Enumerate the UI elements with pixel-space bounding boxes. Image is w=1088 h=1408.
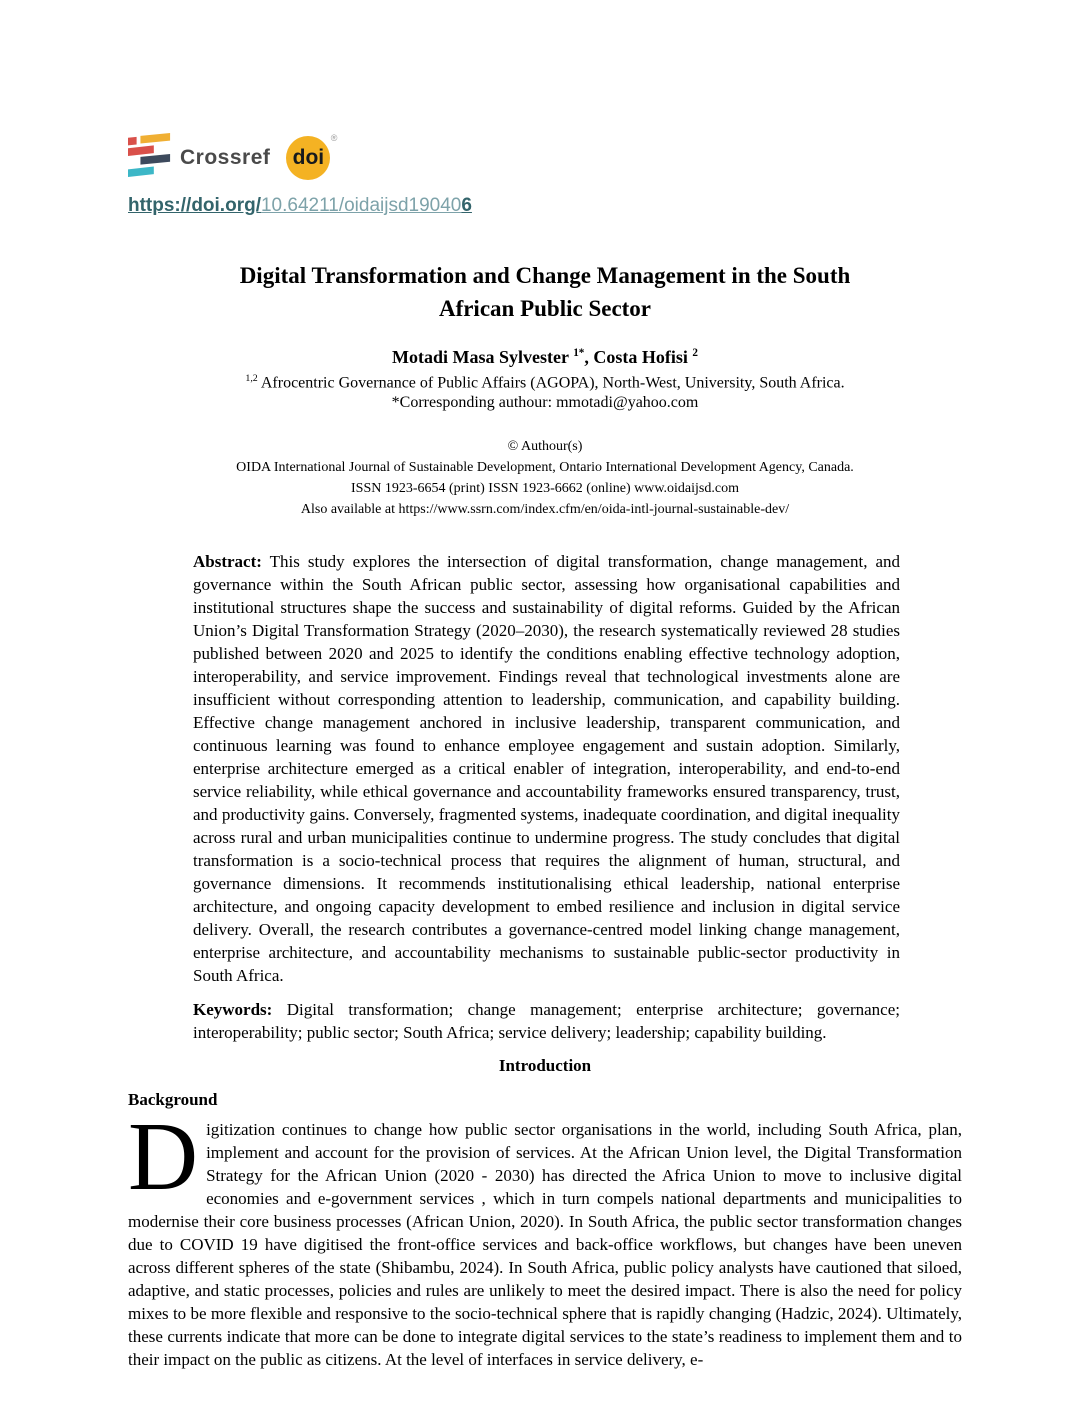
author-separator: , — [584, 347, 594, 367]
author-1-superscript: 1* — [573, 347, 585, 359]
publisher-journal-line: OIDA International Journal of Sustainable Development, Ontario International Development Agency, Canada. — [236, 460, 854, 476]
dropcap-letter: D — [128, 1103, 199, 1211]
body-text: igitization continues to change how public sector organisations in the world, including South Africa, plan, implement and account for the provision of services. At the African Union level, the Digital Transformation Strategy for the African Union (2020 - 2030) has directed the Africa Union to move to inclusive digital economies and e-government services , which in turn compels national departments and municipalities to modernise their core business processes (African Union, 2020). In South Africa, the public sector transformation changes due to COVID 19 have digitised the front-office services and back-office workflows, but changes have been uneven across different spheres of the state (Shibambu, 2024). In South Africa, public policy analysts have cautioned that siloed, adaptive, and static processes, policies and rules are unlikely to meet the desired impact. There is also the need for policy mixes to be more flexible and responsive to the socio-technical sphere that is rapidly changing (Hadzic, 2024). Ultimately, these currents indicate that more can be done to integrate digital services to the state’s readiness to implement them and to their impact on the public as citizens. At the level of interfaces in service delivery, e- — [128, 1120, 962, 1370]
author-2: Costa Hofisi — [593, 347, 688, 367]
keywords-text: Digital transformation; change management; enterprise architecture; governance; interoperability; public sector; South Africa; service delivery; leadership; capability building. — [193, 1000, 900, 1043]
abstract-label: Abstract: — [193, 552, 262, 572]
body-paragraph — [128, 1103, 962, 1371]
corresponding-author-line: *Corresponding authour: mmotadi@yahoo.com — [391, 394, 699, 412]
doi-link-middle: 10.64211/oidaijsd19040 — [260, 195, 462, 216]
publisher-ssrn-line: Also available at https://www.ssrn.com/index.cfm/en/oida-intl-journal-sustainable-dev/ — [300, 502, 790, 518]
doi-logo — [286, 132, 338, 180]
publisher-copyright-line: © Authour(s) — [507, 439, 583, 455]
publisher-block — [128, 436, 962, 520]
page-title: Digital Transformation and Change Management in the South African Public Sector — [239, 263, 851, 321]
introduction-heading: Introduction — [498, 1056, 592, 1076]
doi-link-suffix: 6 — [461, 195, 472, 216]
keywords-paragraph — [193, 998, 900, 1044]
abstract-text: This study explores the intersection of digital transformation, change management, and governance within the South African public sector, assessing how organisational capabilities and institutional structures shape the success and sustainability of digital reforms. Guided by the African Union’s Digital Transformation Strategy (2020–2030), the research systematically reviewed 28 studies published between 2020 and 2025 to identify the conditions enabling effective technology adoption, interoperability, and service improvement. Findings reveal that technological investments alone are insufficient without corresponding attention to leadership, communication, and capability building. Effective change management anchored in inclusive leadership, transparent communication, and continuous learning was found to enhance employee engagement and sustain adoption. Similarly, enterprise architecture emerged as a critical enabler of integration, interoperability, and end-to-end service reliability, while ethical governance and accountability frameworks ensured transparency, trust, and productivity gains. Conversely, fragmented systems, inadequate coordination, and digital inequality across rural and urban municipalities continue to undermine progress. The study concludes that digital transformation is a socio-technical process that requires the alignment of human, structural, and governance dimensions. It recommends institutionalising ethical leadership, national enterprise architecture, and ongoing capacity development to embed resilience and inclusion in digital service delivery. Overall, the research contributes a governance-centred model linking change management, enterprise architecture, and accountability mechanisms to sustainable public-sector productivity in South Africa. — [193, 552, 900, 986]
keywords-label: Keywords: — [193, 1000, 273, 1020]
affiliation-superscript: 1,2 — [245, 373, 258, 384]
author-line — [128, 347, 962, 368]
author-1: Motadi Masa Sylvester — [392, 347, 569, 367]
affiliation-line — [128, 373, 962, 392]
publisher-issn-line: ISSN 1923-6654 (print) ISSN 1923-6662 (online) www.oidaijsd.com — [351, 481, 739, 497]
doi-link-prefix: https://doi.org/ — [128, 195, 261, 216]
abstract-paragraph — [193, 550, 900, 987]
affiliation-text: Afrocentric Governance of Public Affairs (AGOPA), North-West, University, South Africa. — [257, 374, 845, 392]
crossref-icon — [128, 133, 172, 182]
author-2-superscript: 2 — [692, 347, 698, 359]
header-logos — [128, 0, 962, 182]
crossref-label: Crossref — [180, 145, 271, 169]
background-heading: Background — [128, 1090, 218, 1110]
doi-registered-mark: ® — [330, 132, 338, 143]
doi-link[interactable] — [128, 195, 472, 217]
doi-label: doi — [292, 145, 325, 169]
crossref-logo — [128, 133, 270, 182]
